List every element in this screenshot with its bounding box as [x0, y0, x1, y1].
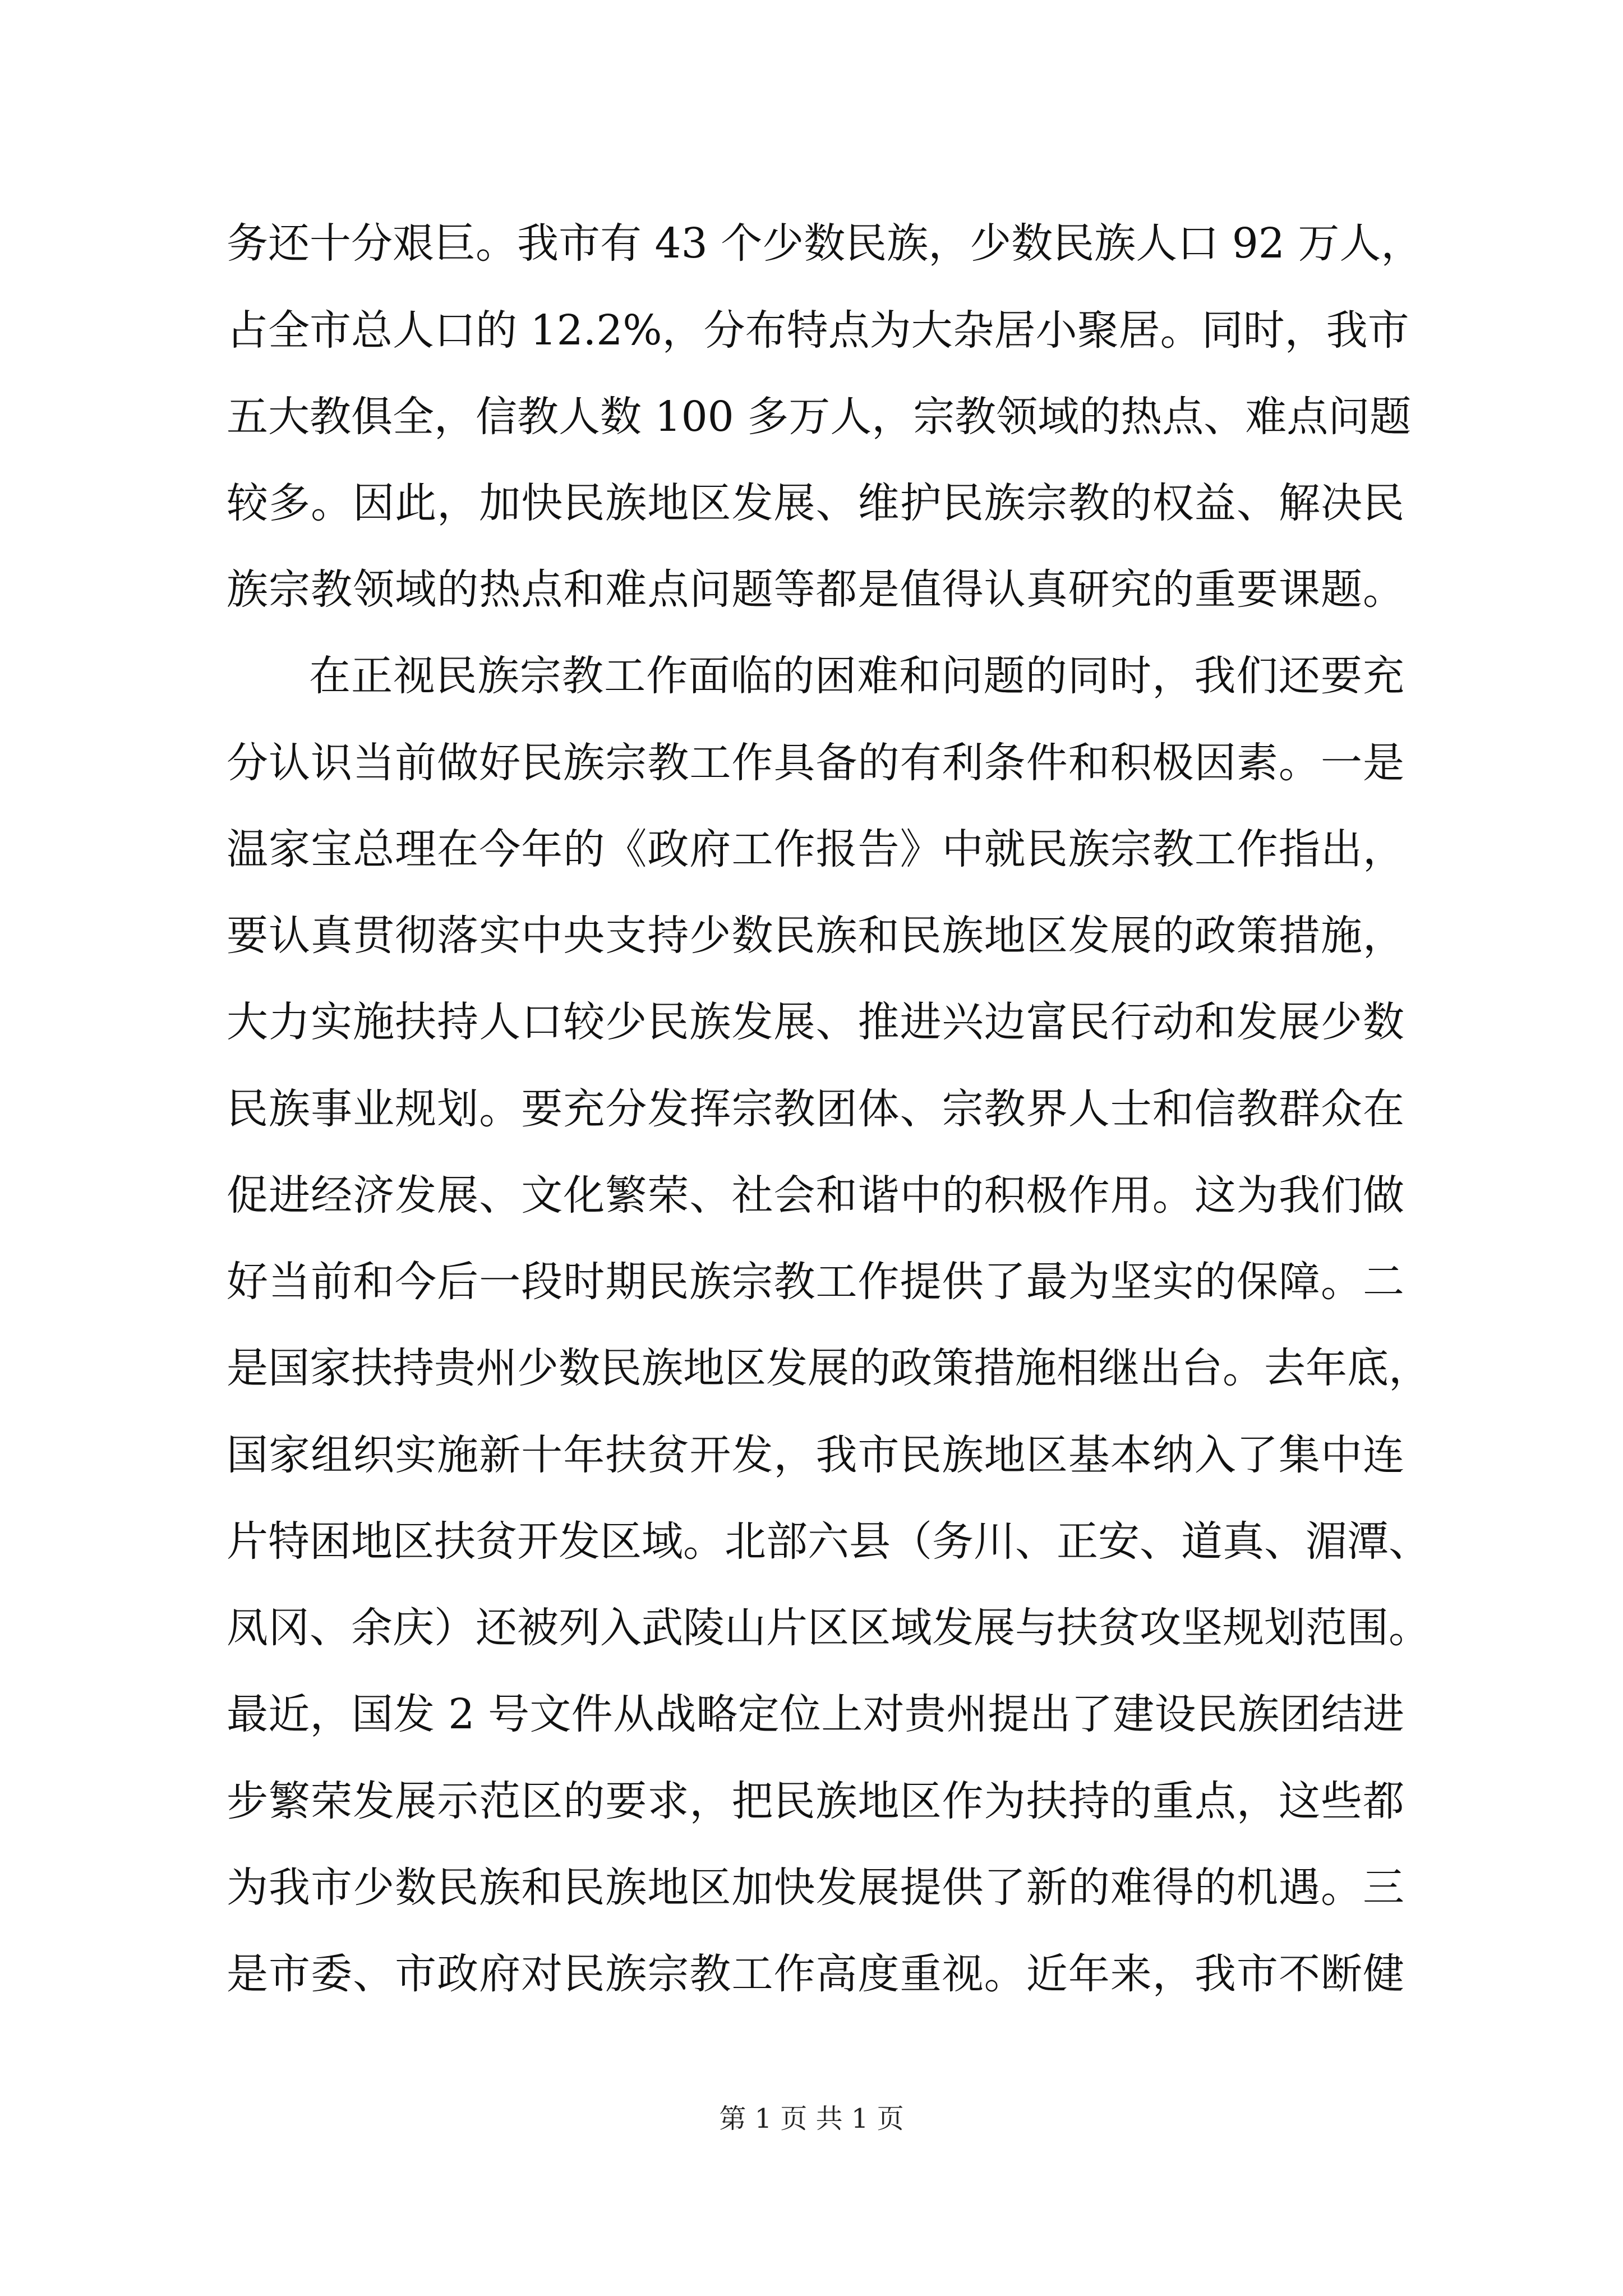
text-line-20: 为我市少数民族和民族地区加快发展提供了新的难得的机遇。三: [227, 1864, 1404, 1912]
text-line-19: 步繁荣发展示范区的要求，把民族地区作为扶持的重点，这些都: [227, 1777, 1404, 1825]
text-line-9: 要认真贯彻落实中央支持少数民族和民族地区发展的政策措施，: [227, 912, 1404, 960]
text-line-10: 大力实施扶持人口较少民族发展、推进兴边富民行动和发展少数: [227, 998, 1404, 1046]
text-line-5: 族宗教领域的热点和难点问题等都是值得认真研究的重要课题。: [227, 565, 1404, 614]
text-line-1: 务还十分艰巨。我市有 43 个少数民族，少数民族人口 92 万人，: [227, 219, 1423, 268]
text-line-8: 温家宝总理在今年的《政府工作报告》中就民族宗教工作指出，: [227, 825, 1404, 873]
text-line-4: 较多。因此，加快民族地区发展、维护民族宗教的权益、解决民: [227, 479, 1404, 527]
text-line-2: 占全市总人口的 12.2%，分布特点为大杂居小聚居。同时，我市: [227, 306, 1409, 355]
text-line-17: 凤冈、余庆）还被列入武陵山片区区域发展与扶贫攻坚规划范围。: [227, 1604, 1430, 1652]
text-line-21: 是市委、市政府对民族宗教工作高度重视。近年来，我市不断健: [227, 1950, 1404, 1998]
text-line-11: 民族事业规划。要充分发挥宗教团体、宗教界人士和信教群众在: [227, 1085, 1404, 1133]
text-line-15: 国家组织实施新十年扶贫开发，我市民族地区基本纳入了集中连: [227, 1431, 1404, 1479]
text-line-12: 促进经济发展、文化繁荣、社会和谐中的积极作用。这为我们做: [227, 1171, 1404, 1220]
text-line-3: 五大教俱全，信教人数 100 多万人，宗教领域的热点、难点问题: [227, 393, 1412, 441]
page-number-footer: 第 1 页 共 1 页: [719, 2103, 904, 2134]
text-line-13: 好当前和今后一段时期民族宗教工作提供了最为坚实的保障。二: [227, 1258, 1404, 1306]
text-line-7: 分认识当前做好民族宗教工作具备的有利条件和积极因素。一是: [227, 739, 1404, 787]
text-line-16: 片特困地区扶贫开发区域。北部六县（务川、正安、道真、湄潭、: [227, 1517, 1430, 1566]
text-line-18: 最近，国发 2 号文件从战略定位上对贵州提出了建设民族团结进: [227, 1690, 1404, 1738]
text-line-14: 是国家扶持贵州少数民族地区发展的政策措施相继出台。去年底，: [227, 1344, 1430, 1392]
paragraph-2-first-line: 在正视民族宗教工作面临的困难和问题的同时，我们还要充: [309, 652, 1404, 700]
